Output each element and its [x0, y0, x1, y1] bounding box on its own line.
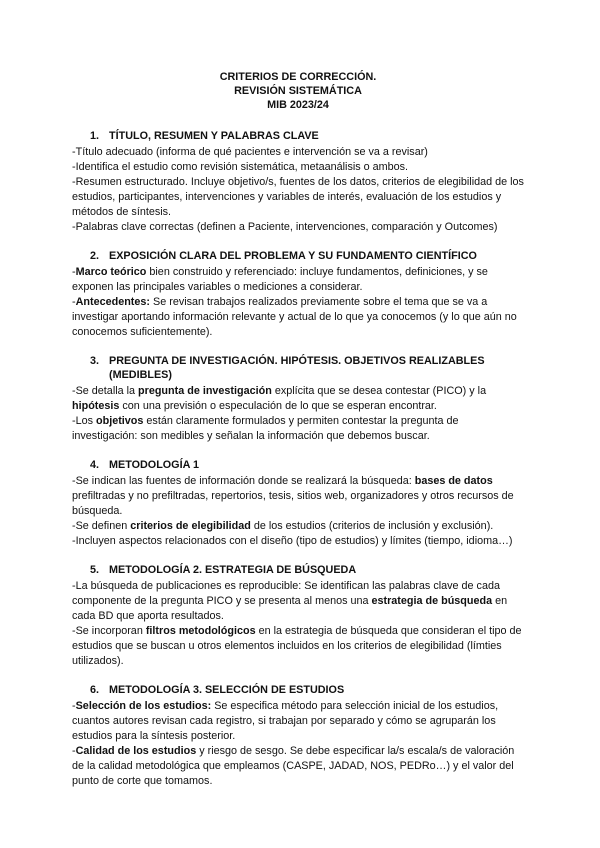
section-number: 1. [90, 130, 100, 142]
bold-text: bases de datos [414, 475, 493, 487]
section-title: METODOLOGÍA 2. ESTRATEGIA DE BÚSQUEDA [109, 564, 357, 576]
criterion-paragraph [72, 474, 524, 519]
section-number: 3. [90, 355, 100, 367]
text-run: - [72, 296, 76, 308]
text-run: - [72, 266, 76, 278]
criterion-paragraph [72, 160, 524, 175]
section-heading [72, 354, 524, 382]
section-number: 6. [90, 684, 100, 696]
bold-text: Marco teórico [75, 266, 147, 278]
text-run: - [72, 700, 76, 712]
section-number: 2. [90, 250, 100, 262]
section-1 [72, 129, 524, 235]
section-title: EXPOSICIÓN CLARA DEL PROBLEMA Y SU FUNDAMENTO CIENTÍFICO [109, 250, 477, 262]
text-run: de los estudios (criterios de inclusión y exclusión). [250, 520, 494, 532]
section-number: 4. [90, 459, 100, 471]
section-number: 5. [90, 564, 100, 576]
criterion-paragraph [72, 265, 524, 295]
bold-text: Calidad de los estudios [75, 745, 197, 757]
title-line-3: MIB 2023/24 [267, 99, 329, 111]
criterion-paragraph [72, 414, 524, 444]
section-4 [72, 458, 524, 549]
criterion-paragraph [72, 295, 524, 340]
text-run: en cada BD que aporta resultados. [72, 595, 508, 622]
sections-container [72, 129, 524, 789]
title-line-1: CRITERIOS DE CORRECCIÓN. [219, 71, 377, 83]
section-heading [72, 129, 524, 143]
text-run: -Se definen [72, 520, 131, 532]
bold-text: Selección de los estudios: [75, 700, 212, 712]
text-run: están claramente formulados y permiten contestar la pregunta de investigación: son medibles y señalan la información que debemos buscar. [72, 415, 459, 442]
criterion-paragraph [72, 579, 524, 624]
criterion-paragraph [72, 145, 524, 160]
section-heading [72, 563, 524, 577]
text-run: -Resumen estructurado. Incluye objetivo/s, fuentes de los datos, criterios de elegibilidad de los estudios, participantes, intervenciones y variables de interés, evaluación de los estudios y métodos de síntesis. [72, 176, 524, 218]
section-title: TÍTULO, RESUMEN Y PALABRAS CLAVE [109, 130, 319, 142]
bold-text: Antecedentes: [75, 296, 151, 308]
section-title: PREGUNTA DE INVESTIGACIÓN. HIPÓTESIS. OBJETIVOS REALIZABLES (MEDIBLES) [109, 355, 485, 381]
text-run: -Incluyen aspectos relacionados con el diseño (tipo de estudios) y límites (tiempo, idioma…) [72, 535, 513, 547]
text-run: -Los [72, 415, 97, 427]
criterion-paragraph [72, 744, 524, 789]
criterion-paragraph [72, 534, 524, 549]
title-line-2: REVISIÓN SISTEMÁTICA [234, 85, 362, 97]
bold-text: hipótesis [72, 400, 120, 412]
criterion-paragraph [72, 699, 524, 744]
text-run: -La búsqueda de publicaciones es reproducible: Se identifican las palabras clave de cada componente de la pregunta PICO y se presenta al menos una [72, 580, 500, 607]
text-run: -Se incorporan [72, 625, 146, 637]
document-title [72, 70, 524, 112]
criterion-paragraph [72, 384, 524, 414]
text-run: en la estrategia de búsqueda que consideran el tipo de estudios que se buscan u otros elementos incluidos en los criterios de elegibilidad (límties utilizados). [72, 625, 522, 667]
section-heading [72, 249, 524, 263]
text-run: -Palabras clave correctas (definen a Paciente, intervenciones, comparación y Outcomes) [72, 221, 498, 233]
text-run: bien construido y referenciado: incluye fundamentos, definiciones, y se exponen las principales variables o mediciones a considerar. [72, 266, 488, 293]
bold-text: estrategia de búsqueda [371, 595, 493, 607]
criterion-paragraph [72, 624, 524, 669]
criterion-paragraph [72, 519, 524, 534]
text-run: y riesgo de sesgo. Se debe especificar la/s escala/s de valoración de la calidad metodológica que empleamos (CASPE, JADAD, NOS, PEDRo…) y el valor del punto de corte que tomamos. [72, 745, 515, 787]
document-page [72, 70, 524, 803]
text-run: -Se detalla la [72, 385, 139, 397]
text-run: Se especifica método para selección inicial de los estudios, cuantos autores revisan cada registro, si trabajan por separado y cómo se agruparán los estudios para la síntesis posterior. [72, 700, 499, 742]
section-heading [72, 683, 524, 697]
text-run: con una previsión o especulación de lo que se esperan encontrar. [119, 400, 437, 412]
criterion-paragraph [72, 175, 524, 220]
text-run: explícita que se desea contestar (PICO) y la [271, 385, 487, 397]
bold-text: pregunta de investigación [138, 385, 272, 397]
section-title: METODOLOGÍA 1 [109, 459, 199, 471]
section-5 [72, 563, 524, 669]
section-6 [72, 683, 524, 789]
bold-text: filtros metodológicos [145, 625, 256, 637]
text-run: - [72, 745, 76, 757]
bold-text: objetivos [96, 415, 144, 427]
text-run: Se revisan trabajos realizados previamente sobre el tema que se va a investigar aportando información relevante y actual de lo que ya conocemos (y lo que aún no conocemos suficientemente). [72, 296, 517, 338]
criterion-paragraph [72, 220, 524, 235]
section-title: METODOLOGÍA 3. SELECCIÓN DE ESTUDIOS [109, 684, 345, 696]
section-3 [72, 354, 524, 444]
text-run: -Título adecuado (informa de qué pacientes e intervención se va a revisar) [72, 146, 428, 158]
section-2 [72, 249, 524, 340]
bold-text: criterios de elegibilidad [130, 520, 251, 532]
text-run: prefiltradas y no prefiltradas, repertorios, tesis, sitios web, organizadores y otros recursos de búsqueda. [72, 490, 514, 517]
text-run: -Se indican las fuentes de información donde se realizará la búsqueda: [72, 475, 415, 487]
text-run: -Identifica el estudio como revisión sistemática, metaanálisis o ambos. [72, 161, 409, 173]
section-heading [72, 458, 524, 472]
